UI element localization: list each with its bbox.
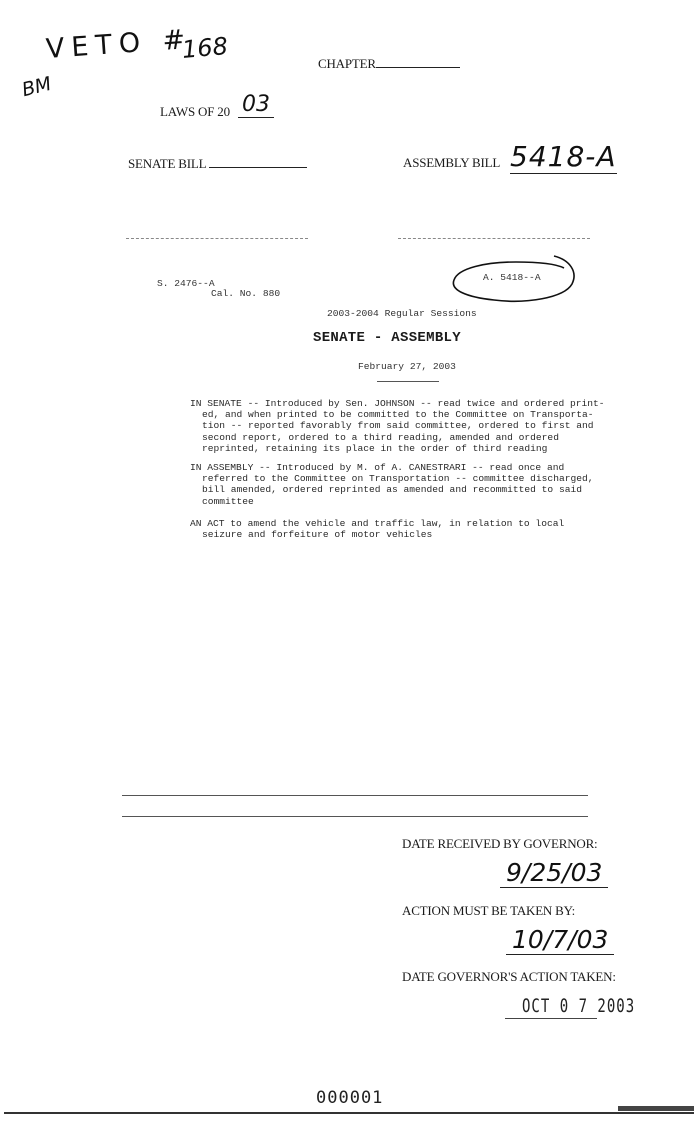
senate-history bbox=[190, 398, 622, 454]
chapter-blank bbox=[376, 55, 460, 68]
divider-lower-2 bbox=[122, 816, 588, 817]
action-taken-blank bbox=[505, 1018, 597, 1019]
assembly-bill-id: A. 5418--A bbox=[483, 272, 541, 283]
veto-label: VETO # bbox=[44, 23, 194, 65]
bill-heading: SENATE - ASSEMBLY bbox=[313, 330, 461, 346]
scan-mark bbox=[618, 1106, 694, 1111]
act-line: seizure and forfeiture of motor vehicles bbox=[202, 529, 433, 541]
chapter-label: CHAPTER bbox=[318, 56, 376, 71]
assembly-line: committee bbox=[202, 495, 254, 507]
senate-line: ed, and when printed to be committed to the Committee on Transporta- bbox=[202, 409, 594, 421]
senate-bill-blank bbox=[209, 155, 307, 168]
laws-year: 03 bbox=[238, 92, 274, 118]
session-label: 2003-2004 Regular Sessions bbox=[327, 308, 477, 319]
assembly-bill-label: ASSEMBLY BILL bbox=[403, 155, 501, 170]
assembly-history bbox=[190, 462, 626, 507]
assembly-bill-number: 5418-A bbox=[510, 140, 617, 173]
calendar-number: Cal. No. 880 bbox=[211, 288, 281, 299]
action-taken-stamp: OCT 0 7 2003 bbox=[522, 996, 636, 1018]
bottom-edge-line bbox=[4, 1112, 694, 1114]
page-number: 000001 bbox=[316, 1088, 384, 1108]
received-label: DATE RECEIVED BY GOVERNOR: bbox=[402, 836, 598, 851]
senate-bill-field bbox=[128, 155, 307, 172]
assembly-line: IN ASSEMBLY -- Introduced by M. of A. CANESTRARI -- read once and bbox=[190, 462, 565, 473]
assembly-line: bill amended, ordered reprinted as amended and recommitted to said bbox=[202, 484, 582, 496]
date-underline bbox=[377, 381, 439, 382]
divider-lower-1 bbox=[122, 795, 588, 796]
act-description bbox=[190, 518, 626, 540]
action-by-date: 10/7/03 bbox=[506, 925, 614, 955]
chapter-field bbox=[318, 55, 460, 72]
senate-line: IN SENATE -- Introduced by Sen. JOHNSON -- read twice and ordered print- bbox=[190, 398, 605, 409]
received-date: 9/25/03 bbox=[500, 858, 608, 888]
assembly-line: referred to the Committee on Transportation -- committee discharged, bbox=[202, 473, 594, 485]
senate-line: second report, ordered to a third reading, amended and ordered bbox=[202, 431, 559, 443]
senate-line: reprinted, retaining its place in the order of third reading bbox=[202, 442, 548, 454]
act-line: AN ACT to amend the vehicle and traffic law, in relation to local bbox=[190, 518, 565, 529]
bill-date: February 27, 2003 bbox=[358, 361, 456, 372]
action-by-label: ACTION MUST BE TAKEN BY: bbox=[402, 903, 576, 918]
action-taken-label: DATE GOVERNOR'S ACTION TAKEN: bbox=[402, 969, 616, 984]
senate-bill-number: S. 2476--A bbox=[157, 278, 215, 289]
laws-label: LAWS OF 20 bbox=[160, 104, 230, 119]
senate-line: tion -- reported favorably from said committee, ordered to first and bbox=[202, 420, 594, 432]
veto-number: 168 bbox=[180, 32, 229, 64]
senate-bill-label: SENATE BILL bbox=[128, 156, 206, 171]
divider-left bbox=[126, 238, 308, 239]
reviewer-initials: BM bbox=[19, 72, 54, 102]
divider-right bbox=[398, 238, 590, 239]
